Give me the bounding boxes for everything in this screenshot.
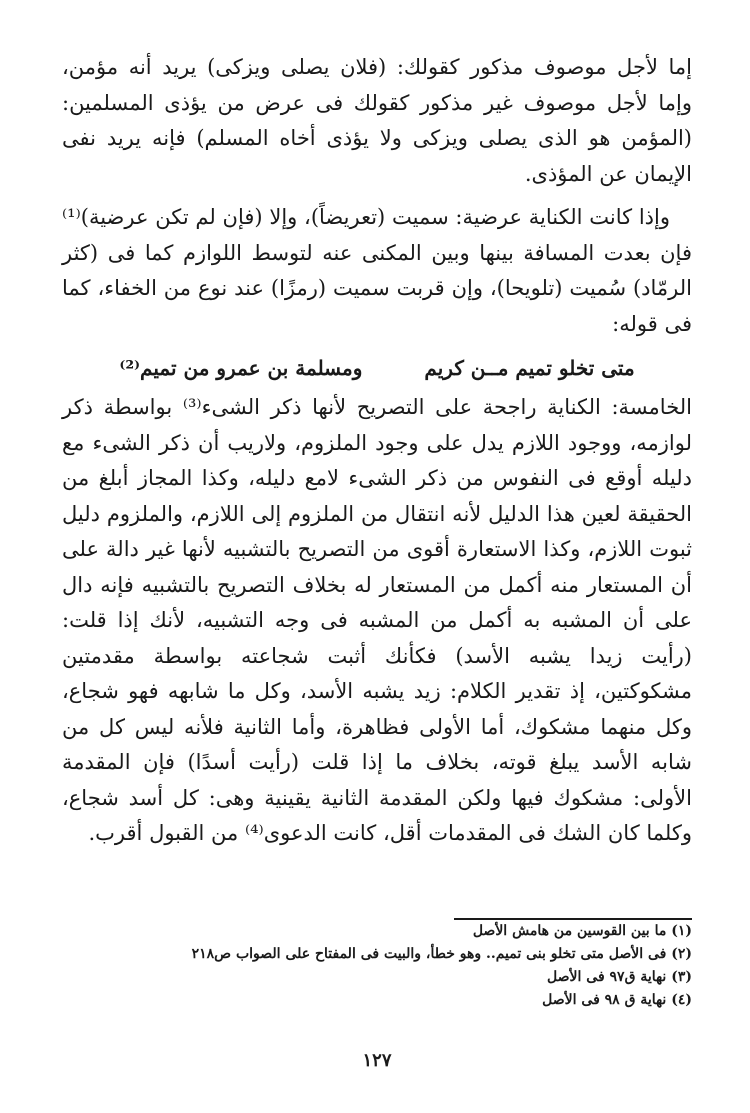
footnote-2: (٢) فى الأصل متى تخلو بنى تميم.. وهو خطأ، والبيت فى المفتاح على الصواب ص٢١٨ xyxy=(191,946,692,962)
footnote-1: (١) ما بين القوسين من هامش الأصل xyxy=(472,923,692,939)
poetry-verse xyxy=(62,350,692,386)
verse-second-half: ومسلمة بن عمرو من تميم⁽²⁾ xyxy=(119,356,363,380)
footnotes xyxy=(62,920,692,1012)
page-number: ١٢٧ xyxy=(362,1050,392,1071)
paragraph-1: إما لأجل موصوف مذكور كقولك: (فلان يصلى ويزكى) يريد أنه مؤمن، وإما لأجل موصوف غير مذكور كقولك فى عرض من يؤذى المسلمين: (المؤمن هو الذى يصلى ويزكى ولا يؤذى أخاه المسلم) فإنه يريد نفى الإيمان عن المؤذى. xyxy=(62,55,692,186)
footnote-4: (٤) نهاية ق ٩٨ فى الأصل xyxy=(542,992,692,1008)
paragraph-2: وإذا كانت الكناية عرضية: سميت (تعريضاً)، وإلا (فإن لم تكن عرضية)⁽¹⁾ فإن بعدت المسافة بينها وبين المكنى عنه لتوسط اللوازم كما فى (كثر الرمّاد) سُميت (تلويحا)، وإن قربت سميت (رمزًا) عند نوع من الخفاء، كما فى قوله: xyxy=(62,205,692,336)
main-text xyxy=(62,50,692,852)
footnote-3: (٣) نهاية ق٩٧ فى الأصل xyxy=(547,969,692,985)
paragraph-3: الخامسة: الكناية راجحة على التصريح لأنها ذكر الشىء⁽³⁾ بواسطة ذكر لوازمه، ووجود اللازم يدل على وجود الملزوم، ولاريب أن ذكر الشىء مع دليله أوقع فى النفوس من ذكر الشىء لامع دليله، وكذا المجاز أبلغ من الحقيقة لعين هذا الدليل لأنه انتقال من الملزوم إلى اللازم، والملزوم دليل ثبوت اللازم، وكذا الاستعارة أقوى من التصريح بالتشبيه لأنها غير دالة على أن المستعار منه أكمل من المستعار له بخلاف التصريح بالتشبيه فإنه دال على أن المشبه به أكمل من المشبه فى وجه التشبيه، لأنك إذا قلت: (رأيت زيدا يشبه الأسد) فكأنك أثبت شجاعته بواسطة مقدمتين مشكوكتين، إذ تقدير الكلام: زيد يشبه الأسد، وكل ما شابهه فهو شجاع، وكل منهما مشكوك، أما الأولى فظاهرة، وأما الثانية فلأنه ليس كل من شابه الأسد يبلغ قوته، بخلاف ما إذا قلت (رأيت أسدًا) فإن المقدمة الأولى: مشكوك فيها ولكن المقدمة الثانية يقينية وهى: كل أسد شجاع، وكلما كان الشك فى المقدمات أقل، كانت الدعوى⁽⁴⁾ من القبول أقرب. xyxy=(62,395,692,845)
book-page xyxy=(62,50,692,1113)
verse-first-half: متى تخلو تميم مــن كريم xyxy=(424,356,635,380)
